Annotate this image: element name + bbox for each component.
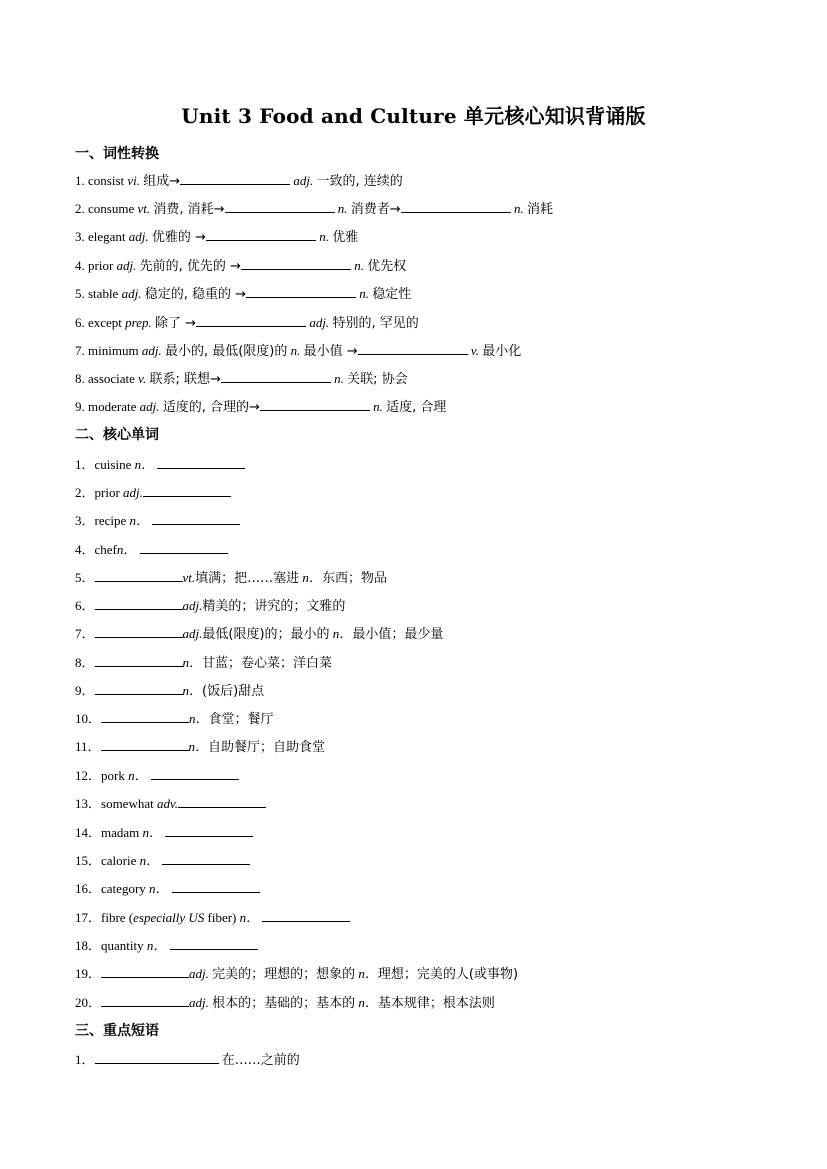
section-heading-key-phrases: 三、重点短语: [75, 1023, 159, 1039]
core-word-item-10: 10． n．食堂；餐厅: [75, 708, 274, 729]
word-form-item-5: 5. stable adj. 稳定的, 稳重的 → n. 稳定性: [75, 283, 411, 304]
answer-blank[interactable]: [157, 454, 245, 469]
core-word-item-15: 15．calorie n．: [75, 850, 250, 870]
answer-blank[interactable]: [206, 226, 316, 241]
answer-blank[interactable]: [221, 368, 331, 383]
word-form-item-3: 3. elegant adj. 优雅的 → n. 优雅: [75, 226, 358, 247]
answer-blank[interactable]: [358, 340, 468, 355]
word-form-item-1: 1. consist vi. 组成→ adj. 一致的, 连续的: [75, 170, 403, 191]
answer-blank[interactable]: [101, 708, 189, 723]
core-word-item-7: 7． adj.最低(限度)的；最小的 n．最小值；最少量: [75, 623, 443, 644]
section-heading-core-words: 二、核心单词: [75, 427, 159, 443]
answer-blank[interactable]: [165, 822, 253, 837]
key-phrase-item-1: 1． 在……之前的: [75, 1049, 300, 1070]
answer-blank[interactable]: [260, 396, 370, 411]
answer-blank[interactable]: [401, 198, 511, 213]
answer-blank[interactable]: [241, 255, 351, 270]
core-word-item-4: 4．chefn．: [75, 539, 228, 559]
section-heading-word-forms: 一、词性转换: [75, 146, 159, 162]
word-form-item-4: 4. prior adj. 先前的, 优先的 → n. 优先权: [75, 255, 406, 276]
core-word-item-5: 5． vt.填满；把……塞进 n．东西；物品: [75, 567, 387, 588]
answer-blank[interactable]: [101, 963, 189, 978]
answer-blank[interactable]: [262, 907, 350, 922]
core-word-item-20: 20． adj. 根本的；基础的；基本的 n．基本规律；根本法则: [75, 992, 495, 1013]
answer-blank[interactable]: [172, 878, 260, 893]
core-word-item-12: 12．pork n．: [75, 765, 239, 785]
page-title: Unit 3 Food and Culture 单元核心知识背诵版: [181, 104, 646, 128]
answer-blank[interactable]: [180, 170, 290, 185]
core-word-item-8: 8． n．甘蓝；卷心菜；洋白菜: [75, 652, 332, 673]
answer-blank[interactable]: [170, 935, 258, 950]
answer-blank[interactable]: [225, 198, 335, 213]
answer-blank[interactable]: [162, 850, 250, 865]
answer-blank[interactable]: [101, 992, 189, 1007]
answer-blank[interactable]: [95, 623, 183, 638]
answer-blank[interactable]: [95, 595, 183, 610]
word-form-item-9: 9. moderate adj. 适度的, 合理的→ n. 适度, 合理: [75, 396, 446, 417]
core-word-item-18: 18．quantity n．: [75, 935, 258, 955]
core-word-item-14: 14．madam n．: [75, 822, 253, 842]
core-word-item-6: 6． adj.精美的；讲究的；文雅的: [75, 595, 345, 616]
answer-blank[interactable]: [152, 510, 240, 525]
answer-blank[interactable]: [151, 765, 239, 780]
core-word-item-19: 19． adj. 完美的；理想的；想象的 n．理想；完美的人(或事物): [75, 963, 518, 984]
answer-blank[interactable]: [95, 680, 183, 695]
core-word-item-2: 2．prior adj.: [75, 482, 231, 502]
core-word-item-3: 3．recipe n．: [75, 510, 240, 530]
answer-blank[interactable]: [178, 793, 266, 808]
core-word-item-16: 16．category n．: [75, 878, 260, 898]
answer-blank[interactable]: [196, 312, 306, 327]
answer-blank[interactable]: [95, 652, 183, 667]
core-word-item-13: 13．somewhat adv.: [75, 793, 266, 813]
answer-blank[interactable]: [95, 1049, 219, 1064]
core-word-item-1: 1．cuisine n．: [75, 454, 245, 474]
answer-blank[interactable]: [95, 567, 183, 582]
word-form-item-2: 2. consume vt. 消费, 消耗→ n. 消费者→ n. 消耗: [75, 198, 553, 219]
word-form-item-7: 7. minimum adj. 最小的, 最低(限度)的 n. 最小值 → v. 最小化: [75, 340, 521, 361]
answer-blank[interactable]: [101, 736, 189, 751]
core-word-item-17: 17．fibre (especially US fiber) n．: [75, 907, 350, 927]
answer-blank[interactable]: [140, 539, 228, 554]
core-word-item-9: 9． n．(饭后)甜点: [75, 680, 264, 701]
word-form-item-6: 6. except prep. 除了 → adj. 特别的, 罕见的: [75, 312, 419, 333]
word-form-item-8: 8. associate v. 联系; 联想→ n. 关联; 协会: [75, 368, 408, 389]
answer-blank[interactable]: [246, 283, 356, 298]
core-word-item-11: 11． n．自助餐厅；自助食堂: [75, 736, 325, 757]
answer-blank[interactable]: [143, 482, 231, 497]
